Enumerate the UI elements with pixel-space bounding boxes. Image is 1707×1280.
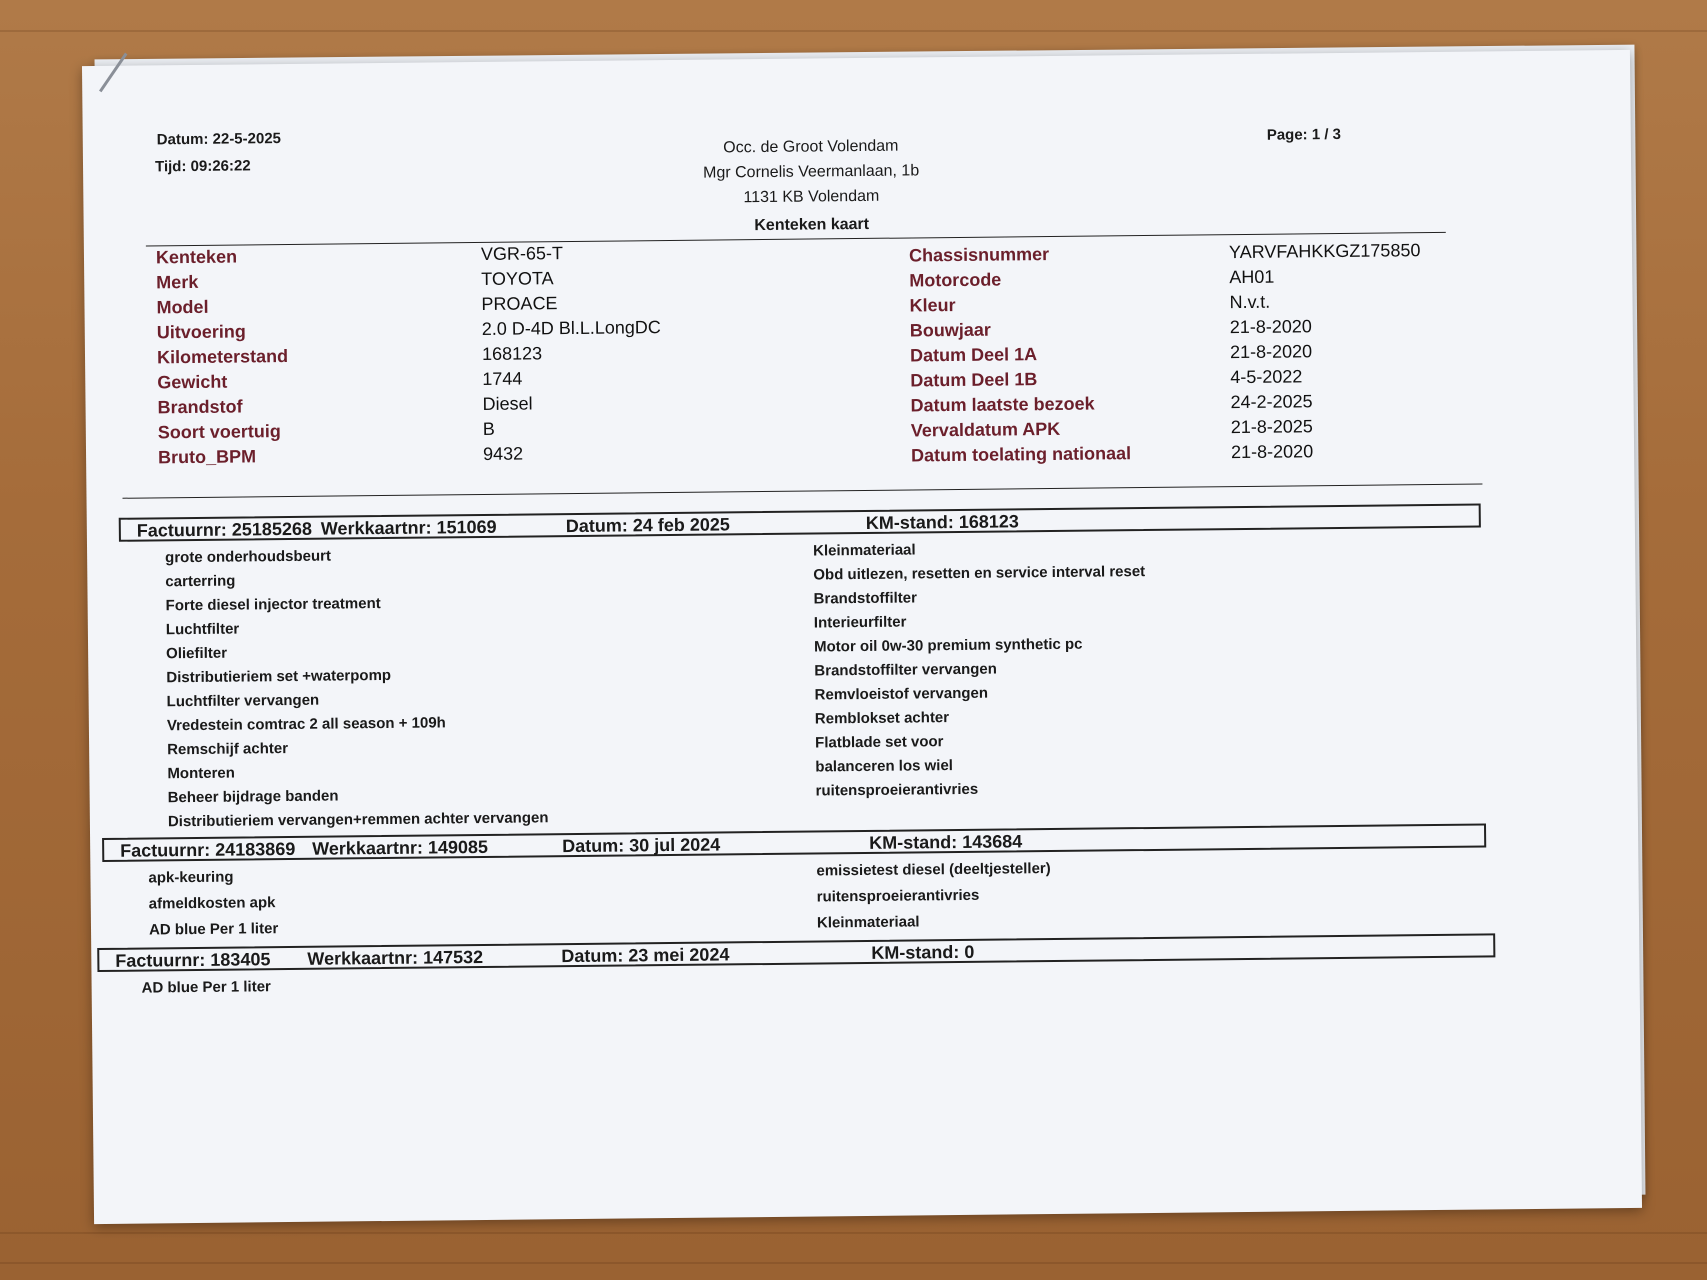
value-kilometerstand: 168123: [481, 343, 543, 364]
page-number: Page: 1 / 3: [1266, 125, 1342, 144]
value-bouwjaar: 21-8-2020: [1229, 316, 1312, 338]
value-merk: TOYOTA: [481, 268, 554, 289]
company-address: Mgr Cornelis Veermanlaan, 1b: [702, 162, 920, 182]
document-title: Kenteken kaart: [754, 215, 870, 235]
value-kenteken: VGR-65-T: [480, 243, 564, 264]
value-motorcode: AH01: [1229, 266, 1275, 288]
list-item: afmeldkosten apk: [148, 894, 276, 913]
list-item: Kleinmateriaal: [813, 541, 916, 560]
label-vervaldatum-apk: Vervaldatum APK: [910, 418, 1061, 441]
label-brandstof: Brandstof: [157, 396, 243, 418]
value-vervaldatum-apk: 21-8-2025: [1230, 416, 1314, 438]
invoice-number: Factuurnr: 24183869: [120, 838, 296, 861]
invoice-km: KM-stand: 168123: [865, 511, 1019, 533]
list-item: Remvloeistof vervangen: [814, 684, 989, 704]
list-item: Brandstoffilter: [813, 589, 918, 608]
list-item: Distributieriem set +waterpomp: [166, 666, 392, 687]
list-item: AD blue Per 1 liter: [141, 978, 271, 997]
value-gewicht: 1744: [482, 368, 523, 389]
list-item: Brandstoffilter vervangen: [814, 660, 997, 680]
list-item: Oliefilter: [166, 644, 228, 663]
label-kilometerstand: Kilometerstand: [156, 345, 289, 368]
list-item: emissietest diesel (deeltjesteller): [816, 860, 1051, 880]
value-datum-toelating-nationaal: 21-8-2020: [1230, 441, 1314, 463]
label-soort-voertuig: Soort voertuig: [157, 421, 281, 443]
list-item: Flatblade set voor: [815, 733, 944, 752]
value-brandstof: Diesel: [482, 393, 533, 414]
list-item: Obd uitlezen, resetten en service interval reset: [813, 563, 1146, 584]
list-item: Interieurfilter: [813, 613, 907, 632]
list-item: grote onderhoudsbeurt: [165, 547, 332, 567]
label-bouwjaar: Bouwjaar: [909, 319, 991, 341]
list-item: Luchtfilter vervangen: [166, 691, 320, 711]
list-item: carterring: [165, 572, 236, 591]
invoice-header-3: [97, 933, 1495, 972]
list-item: Monteren: [167, 764, 235, 783]
vehicle-divider: [123, 483, 1483, 498]
label-uitvoering: Uitvoering: [156, 321, 246, 343]
company-city: 1131 KB Volendam: [743, 187, 880, 207]
label-gewicht: Gewicht: [157, 371, 228, 393]
label-motorcode: Motorcode: [909, 269, 1002, 291]
list-item: Kleinmateriaal: [816, 913, 920, 932]
value-datum-laatste-bezoek: 24-2-2025: [1230, 391, 1313, 413]
print-time: Tijd: 09:26:22: [154, 157, 251, 176]
value-bruto-bpm: 9432: [482, 443, 524, 464]
label-model: Model: [156, 296, 209, 318]
workcard-number: Werkkaartnr: 151069: [320, 516, 497, 539]
list-item: balanceren los wiel: [815, 757, 954, 776]
value-model: PROACE: [481, 293, 558, 314]
invoice-km: KM-stand: 143684: [869, 831, 1023, 853]
label-bruto-bpm: Bruto_BPM: [157, 446, 257, 468]
invoice-header-1: [119, 504, 1481, 542]
list-item: apk-keuring: [148, 868, 234, 887]
label-datum-laatste-bezoek: Datum laatste bezoek: [910, 393, 1095, 416]
invoice-date: Datum: 24 feb 2025: [565, 514, 730, 537]
label-kenteken: Kenteken: [155, 246, 238, 268]
value-datum-deel-1a: 21-8-2020: [1229, 341, 1313, 363]
list-item: AD blue Per 1 liter: [148, 920, 279, 939]
value-datum-deel-1b: 4-5-2022: [1230, 366, 1303, 388]
invoice-date: Datum: 30 jul 2024: [562, 834, 721, 857]
list-item: Forte diesel injector treatment: [165, 595, 381, 615]
list-item: ruitensproeierantivries: [815, 780, 979, 800]
invoice-number: Factuurnr: 183405: [115, 949, 271, 971]
list-item: Vredestein comtrac 2 all season + 109h: [166, 714, 446, 735]
list-item: Motor oil 0w-30 premium synthetic pc: [814, 635, 1083, 656]
invoice-header-2: [102, 823, 1486, 861]
value-chassisnummer: YARVFAHKKGZ175850: [1228, 240, 1421, 263]
label-datum-deel-1b: Datum Deel 1B: [910, 369, 1038, 391]
list-item: Distributieriem vervangen+remmen achter vervangen: [167, 809, 549, 831]
label-kleur: Kleur: [909, 295, 956, 316]
invoice-number: Factuurnr: 25185268: [136, 518, 313, 541]
list-item: Luchtfilter: [165, 620, 240, 639]
list-item: ruitensproeierantivries: [816, 886, 980, 906]
list-item: Remblokset achter: [814, 709, 950, 728]
print-date: Datum: 22-5-2025: [156, 130, 282, 149]
workcard-number: Werkkaartnr: 149085: [312, 836, 489, 859]
list-item: Beheer bijdrage banden: [167, 787, 339, 807]
invoice-date: Datum: 23 mei 2024: [561, 944, 730, 967]
label-datum-deel-1a: Datum Deel 1A: [909, 344, 1038, 366]
value-kleur: N.v.t.: [1229, 291, 1271, 313]
list-item: Remschijf achter: [167, 740, 289, 759]
invoice-km: KM-stand: 0: [871, 941, 975, 963]
value-uitvoering: 2.0 D-4D Bl.L.LongDC: [481, 317, 661, 339]
workcard-number: Werkkaartnr: 147532: [307, 946, 484, 969]
value-soort-voertuig: B: [482, 418, 495, 439]
label-merk: Merk: [156, 271, 199, 293]
label-chassisnummer: Chassisnummer: [908, 244, 1050, 266]
document-page: [82, 50, 1642, 1224]
label-datum-toelating-nationaal: Datum toelating nationaal: [910, 443, 1132, 466]
company-name: Occ. de Groot Volendam: [723, 137, 899, 157]
